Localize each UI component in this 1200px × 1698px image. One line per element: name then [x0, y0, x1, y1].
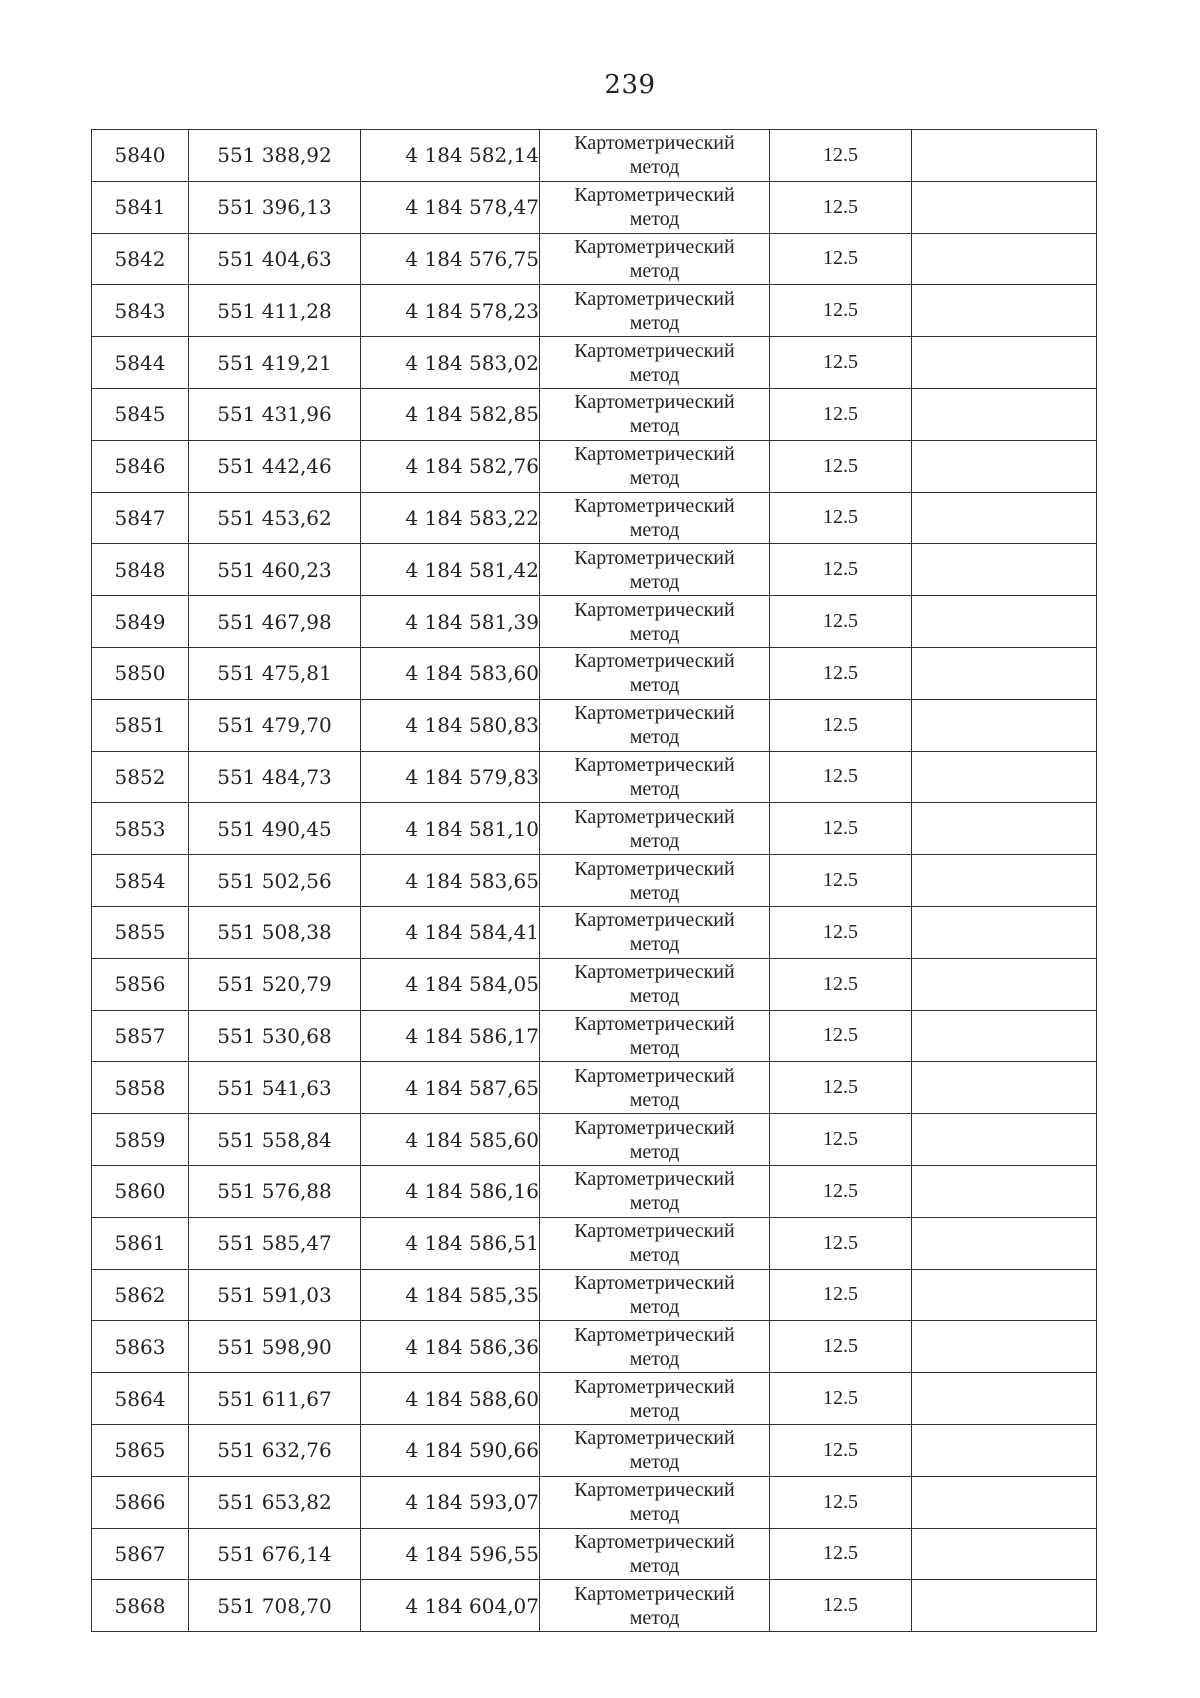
- note-cell: [912, 958, 1097, 1010]
- method-line-1: Картометрический: [574, 546, 735, 569]
- method-line-2: метод: [629, 1036, 680, 1059]
- method-line-1: Картометрический: [574, 1064, 735, 1087]
- table-row: [92, 751, 1097, 803]
- y-coordinate-cell: 4 184 578,23: [361, 285, 540, 337]
- method-cell: [540, 1321, 770, 1373]
- y-coordinate-cell: 4 184 583,22: [361, 492, 540, 544]
- note-cell: [912, 855, 1097, 907]
- table-row: [92, 492, 1097, 544]
- accuracy-cell: 12.5: [770, 1528, 912, 1580]
- point-number-cell: 5844: [92, 337, 189, 389]
- accuracy-cell: 12.5: [770, 1114, 912, 1166]
- method-line-1: Картометрический: [574, 857, 735, 880]
- method-cell: [540, 388, 770, 440]
- accuracy-cell: 12.5: [770, 233, 912, 285]
- method-line-2: метод: [629, 777, 680, 800]
- accuracy-cell: 12.5: [770, 906, 912, 958]
- method-line-2: метод: [629, 726, 680, 749]
- x-coordinate-cell: 551 520,79: [189, 958, 361, 1010]
- x-coordinate-cell: 551 490,45: [189, 803, 361, 855]
- point-number-cell: 5866: [92, 1476, 189, 1528]
- method-line-1: Картометрический: [574, 1427, 735, 1450]
- table-row: [92, 1165, 1097, 1217]
- x-coordinate-cell: 551 431,96: [189, 388, 361, 440]
- x-coordinate-cell: 551 598,90: [189, 1321, 361, 1373]
- point-number-cell: 5848: [92, 544, 189, 596]
- table-row: [92, 803, 1097, 855]
- accuracy-cell: 12.5: [770, 958, 912, 1010]
- method-line-1: Картометрический: [574, 753, 735, 776]
- accuracy-cell: 12.5: [770, 1269, 912, 1321]
- accuracy-cell: 12.5: [770, 1010, 912, 1062]
- y-coordinate-cell: 4 184 580,83: [361, 699, 540, 751]
- accuracy-cell: 12.5: [770, 1321, 912, 1373]
- note-cell: [912, 1217, 1097, 1269]
- method-line-2: метод: [629, 1347, 680, 1370]
- accuracy-cell: 12.5: [770, 1580, 912, 1632]
- table-row: [92, 1373, 1097, 1425]
- y-coordinate-cell: 4 184 583,02: [361, 337, 540, 389]
- note-cell: [912, 699, 1097, 751]
- accuracy-cell: 12.5: [770, 337, 912, 389]
- accuracy-cell: 12.5: [770, 1373, 912, 1425]
- accuracy-cell: 12.5: [770, 647, 912, 699]
- note-cell: [912, 906, 1097, 958]
- x-coordinate-cell: 551 467,98: [189, 596, 361, 648]
- method-line-2: метод: [629, 1606, 680, 1629]
- y-coordinate-cell: 4 184 584,41: [361, 906, 540, 958]
- method-line-2: метод: [629, 1503, 680, 1526]
- table-row: [92, 699, 1097, 751]
- table-row: [92, 1062, 1097, 1114]
- x-coordinate-cell: 551 653,82: [189, 1476, 361, 1528]
- accuracy-cell: 12.5: [770, 699, 912, 751]
- method-cell: [540, 285, 770, 337]
- x-coordinate-cell: 551 676,14: [189, 1528, 361, 1580]
- note-cell: [912, 233, 1097, 285]
- x-coordinate-cell: 551 508,38: [189, 906, 361, 958]
- x-coordinate-cell: 551 632,76: [189, 1424, 361, 1476]
- method-line-2: метод: [629, 1295, 680, 1318]
- note-cell: [912, 1528, 1097, 1580]
- note-cell: [912, 647, 1097, 699]
- y-coordinate-cell: 4 184 585,35: [361, 1269, 540, 1321]
- point-number-cell: 5852: [92, 751, 189, 803]
- table-row: [92, 544, 1097, 596]
- table-row: [92, 1528, 1097, 1580]
- x-coordinate-cell: 551 576,88: [189, 1165, 361, 1217]
- note-cell: [912, 1424, 1097, 1476]
- point-number-cell: 5846: [92, 440, 189, 492]
- accuracy-cell: 12.5: [770, 285, 912, 337]
- table-row: [92, 388, 1097, 440]
- method-line-2: метод: [629, 1192, 680, 1215]
- method-cell: [540, 855, 770, 907]
- method-cell: [540, 233, 770, 285]
- accuracy-cell: 12.5: [770, 1217, 912, 1269]
- table-row: [92, 596, 1097, 648]
- method-line-1: Картометрический: [574, 1530, 735, 1553]
- accuracy-cell: 12.5: [770, 803, 912, 855]
- note-cell: [912, 596, 1097, 648]
- table-row: [92, 337, 1097, 389]
- method-line-2: метод: [629, 208, 680, 231]
- note-cell: [912, 130, 1097, 182]
- y-coordinate-cell: 4 184 581,10: [361, 803, 540, 855]
- method-cell: [540, 1114, 770, 1166]
- note-cell: [912, 181, 1097, 233]
- point-number-cell: 5854: [92, 855, 189, 907]
- y-coordinate-cell: 4 184 583,60: [361, 647, 540, 699]
- method-line-2: метод: [629, 1140, 680, 1163]
- point-number-cell: 5857: [92, 1010, 189, 1062]
- x-coordinate-cell: 551 479,70: [189, 699, 361, 751]
- note-cell: [912, 492, 1097, 544]
- x-coordinate-cell: 551 591,03: [189, 1269, 361, 1321]
- accuracy-cell: 12.5: [770, 440, 912, 492]
- note-cell: [912, 285, 1097, 337]
- note-cell: [912, 803, 1097, 855]
- y-coordinate-cell: 4 184 587,65: [361, 1062, 540, 1114]
- y-coordinate-cell: 4 184 579,83: [361, 751, 540, 803]
- accuracy-cell: 12.5: [770, 596, 912, 648]
- x-coordinate-cell: 551 475,81: [189, 647, 361, 699]
- coordinates-table: [91, 129, 1097, 1632]
- y-coordinate-cell: 4 184 582,85: [361, 388, 540, 440]
- table-row: [92, 1321, 1097, 1373]
- accuracy-cell: 12.5: [770, 1062, 912, 1114]
- y-coordinate-cell: 4 184 596,55: [361, 1528, 540, 1580]
- y-coordinate-cell: 4 184 576,75: [361, 233, 540, 285]
- accuracy-cell: 12.5: [770, 1165, 912, 1217]
- method-cell: [540, 647, 770, 699]
- method-line-1: Картометрический: [574, 1168, 735, 1191]
- note-cell: [912, 1010, 1097, 1062]
- table-row: [92, 1580, 1097, 1632]
- x-coordinate-cell: 551 388,92: [189, 130, 361, 182]
- method-cell: [540, 596, 770, 648]
- method-line-1: Картометрический: [574, 1582, 735, 1605]
- y-coordinate-cell: 4 184 584,05: [361, 958, 540, 1010]
- note-cell: [912, 1580, 1097, 1632]
- note-cell: [912, 1062, 1097, 1114]
- method-line-2: метод: [629, 1451, 680, 1474]
- y-coordinate-cell: 4 184 582,14: [361, 130, 540, 182]
- point-number-cell: 5868: [92, 1580, 189, 1632]
- method-line-2: метод: [629, 933, 680, 956]
- point-number-cell: 5856: [92, 958, 189, 1010]
- method-line-1: Картометрический: [574, 391, 735, 414]
- accuracy-cell: 12.5: [770, 130, 912, 182]
- method-line-2: метод: [629, 1554, 680, 1577]
- table-row: [92, 906, 1097, 958]
- method-cell: [540, 337, 770, 389]
- note-cell: [912, 1321, 1097, 1373]
- x-coordinate-cell: 551 502,56: [189, 855, 361, 907]
- point-number-cell: 5850: [92, 647, 189, 699]
- point-number-cell: 5841: [92, 181, 189, 233]
- x-coordinate-cell: 551 530,68: [189, 1010, 361, 1062]
- point-number-cell: 5855: [92, 906, 189, 958]
- table-row: [92, 1476, 1097, 1528]
- method-cell: [540, 1580, 770, 1632]
- accuracy-cell: 12.5: [770, 1476, 912, 1528]
- note-cell: [912, 1165, 1097, 1217]
- method-line-2: метод: [629, 829, 680, 852]
- method-line-1: Картометрический: [574, 805, 735, 828]
- y-coordinate-cell: 4 184 581,42: [361, 544, 540, 596]
- note-cell: [912, 1269, 1097, 1321]
- method-cell: [540, 751, 770, 803]
- point-number-cell: 5861: [92, 1217, 189, 1269]
- method-cell: [540, 440, 770, 492]
- note-cell: [912, 440, 1097, 492]
- method-cell: [540, 1269, 770, 1321]
- method-line-2: метод: [629, 415, 680, 438]
- method-line-1: Картометрический: [574, 184, 735, 207]
- method-cell: [540, 803, 770, 855]
- point-number-cell: 5845: [92, 388, 189, 440]
- y-coordinate-cell: 4 184 586,17: [361, 1010, 540, 1062]
- method-line-1: Картометрический: [574, 598, 735, 621]
- point-number-cell: 5862: [92, 1269, 189, 1321]
- note-cell: [912, 1373, 1097, 1425]
- x-coordinate-cell: 551 585,47: [189, 1217, 361, 1269]
- method-cell: [540, 958, 770, 1010]
- point-number-cell: 5840: [92, 130, 189, 182]
- method-cell: [540, 1373, 770, 1425]
- method-line-2: метод: [629, 1399, 680, 1422]
- table-row: [92, 440, 1097, 492]
- y-coordinate-cell: 4 184 593,07: [361, 1476, 540, 1528]
- x-coordinate-cell: 551 404,63: [189, 233, 361, 285]
- method-line-1: Картометрический: [574, 494, 735, 517]
- method-line-2: метод: [629, 622, 680, 645]
- note-cell: [912, 1114, 1097, 1166]
- point-number-cell: 5847: [92, 492, 189, 544]
- accuracy-cell: 12.5: [770, 751, 912, 803]
- table-row: [92, 233, 1097, 285]
- method-cell: [540, 1476, 770, 1528]
- y-coordinate-cell: 4 184 590,66: [361, 1424, 540, 1476]
- method-line-1: Картометрический: [574, 287, 735, 310]
- x-coordinate-cell: 551 453,62: [189, 492, 361, 544]
- point-number-cell: 5863: [92, 1321, 189, 1373]
- method-line-2: метод: [629, 467, 680, 490]
- method-line-1: Картометрический: [574, 339, 735, 362]
- point-number-cell: 5843: [92, 285, 189, 337]
- point-number-cell: 5867: [92, 1528, 189, 1580]
- method-line-2: метод: [629, 1088, 680, 1111]
- x-coordinate-cell: 551 396,13: [189, 181, 361, 233]
- x-coordinate-cell: 551 442,46: [189, 440, 361, 492]
- accuracy-cell: 12.5: [770, 855, 912, 907]
- method-cell: [540, 699, 770, 751]
- method-line-1: Картометрический: [574, 235, 735, 258]
- method-cell: [540, 1528, 770, 1580]
- method-line-1: Картометрический: [574, 650, 735, 673]
- y-coordinate-cell: 4 184 586,16: [361, 1165, 540, 1217]
- method-cell: [540, 906, 770, 958]
- table-row: [92, 285, 1097, 337]
- method-line-2: метод: [629, 674, 680, 697]
- method-cell: [540, 544, 770, 596]
- y-coordinate-cell: 4 184 581,39: [361, 596, 540, 648]
- method-cell: [540, 1165, 770, 1217]
- x-coordinate-cell: 551 484,73: [189, 751, 361, 803]
- method-line-1: Картометрический: [574, 1375, 735, 1398]
- y-coordinate-cell: 4 184 578,47: [361, 181, 540, 233]
- method-line-2: метод: [629, 570, 680, 593]
- table-row: [92, 1424, 1097, 1476]
- note-cell: [912, 337, 1097, 389]
- method-cell: [540, 130, 770, 182]
- x-coordinate-cell: 551 419,21: [189, 337, 361, 389]
- table-body: [92, 130, 1097, 1632]
- method-cell: [540, 1062, 770, 1114]
- method-line-2: метод: [629, 518, 680, 541]
- method-cell: [540, 181, 770, 233]
- accuracy-cell: 12.5: [770, 544, 912, 596]
- note-cell: [912, 751, 1097, 803]
- table-row: [92, 958, 1097, 1010]
- y-coordinate-cell: 4 184 588,60: [361, 1373, 540, 1425]
- point-number-cell: 5859: [92, 1114, 189, 1166]
- method-line-1: Картометрический: [574, 702, 735, 725]
- point-number-cell: 5860: [92, 1165, 189, 1217]
- y-coordinate-cell: 4 184 586,36: [361, 1321, 540, 1373]
- method-line-1: Картометрический: [574, 909, 735, 932]
- table-row: [92, 855, 1097, 907]
- table-row: [92, 647, 1097, 699]
- page-number: 239: [604, 70, 656, 100]
- x-coordinate-cell: 551 558,84: [189, 1114, 361, 1166]
- y-coordinate-cell: 4 184 583,65: [361, 855, 540, 907]
- point-number-cell: 5849: [92, 596, 189, 648]
- note-cell: [912, 1476, 1097, 1528]
- method-cell: [540, 1217, 770, 1269]
- point-number-cell: 5842: [92, 233, 189, 285]
- method-line-1: Картометрический: [574, 443, 735, 466]
- note-cell: [912, 544, 1097, 596]
- method-line-2: метод: [629, 985, 680, 1008]
- method-line-2: метод: [629, 259, 680, 282]
- point-number-cell: 5853: [92, 803, 189, 855]
- point-number-cell: 5865: [92, 1424, 189, 1476]
- accuracy-cell: 12.5: [770, 1424, 912, 1476]
- method-line-1: Картометрический: [574, 1220, 735, 1243]
- table-row: [92, 1010, 1097, 1062]
- method-line-2: метод: [629, 1244, 680, 1267]
- note-cell: [912, 388, 1097, 440]
- point-number-cell: 5851: [92, 699, 189, 751]
- method-line-1: Картометрический: [574, 1116, 735, 1139]
- y-coordinate-cell: 4 184 586,51: [361, 1217, 540, 1269]
- x-coordinate-cell: 551 411,28: [189, 285, 361, 337]
- method-line-2: метод: [629, 363, 680, 386]
- table-row: [92, 1217, 1097, 1269]
- accuracy-cell: 12.5: [770, 181, 912, 233]
- y-coordinate-cell: 4 184 604,07: [361, 1580, 540, 1632]
- x-coordinate-cell: 551 541,63: [189, 1062, 361, 1114]
- accuracy-cell: 12.5: [770, 492, 912, 544]
- table-row: [92, 1114, 1097, 1166]
- x-coordinate-cell: 551 708,70: [189, 1580, 361, 1632]
- method-line-1: Картометрический: [574, 1323, 735, 1346]
- method-line-1: Картометрический: [574, 132, 735, 155]
- method-line-1: Картометрический: [574, 1271, 735, 1294]
- method-line-2: метод: [629, 881, 680, 904]
- point-number-cell: 5864: [92, 1373, 189, 1425]
- accuracy-cell: 12.5: [770, 388, 912, 440]
- table-row: [92, 181, 1097, 233]
- y-coordinate-cell: 4 184 585,60: [361, 1114, 540, 1166]
- method-cell: [540, 1010, 770, 1062]
- table-row: [92, 130, 1097, 182]
- method-cell: [540, 1424, 770, 1476]
- x-coordinate-cell: 551 611,67: [189, 1373, 361, 1425]
- method-line-1: Картометрический: [574, 961, 735, 984]
- method-cell: [540, 492, 770, 544]
- method-line-2: метод: [629, 156, 680, 179]
- y-coordinate-cell: 4 184 582,76: [361, 440, 540, 492]
- method-line-2: метод: [629, 311, 680, 334]
- method-line-1: Картометрический: [574, 1012, 735, 1035]
- x-coordinate-cell: 551 460,23: [189, 544, 361, 596]
- table-row: [92, 1269, 1097, 1321]
- method-line-1: Картометрический: [574, 1479, 735, 1502]
- point-number-cell: 5858: [92, 1062, 189, 1114]
